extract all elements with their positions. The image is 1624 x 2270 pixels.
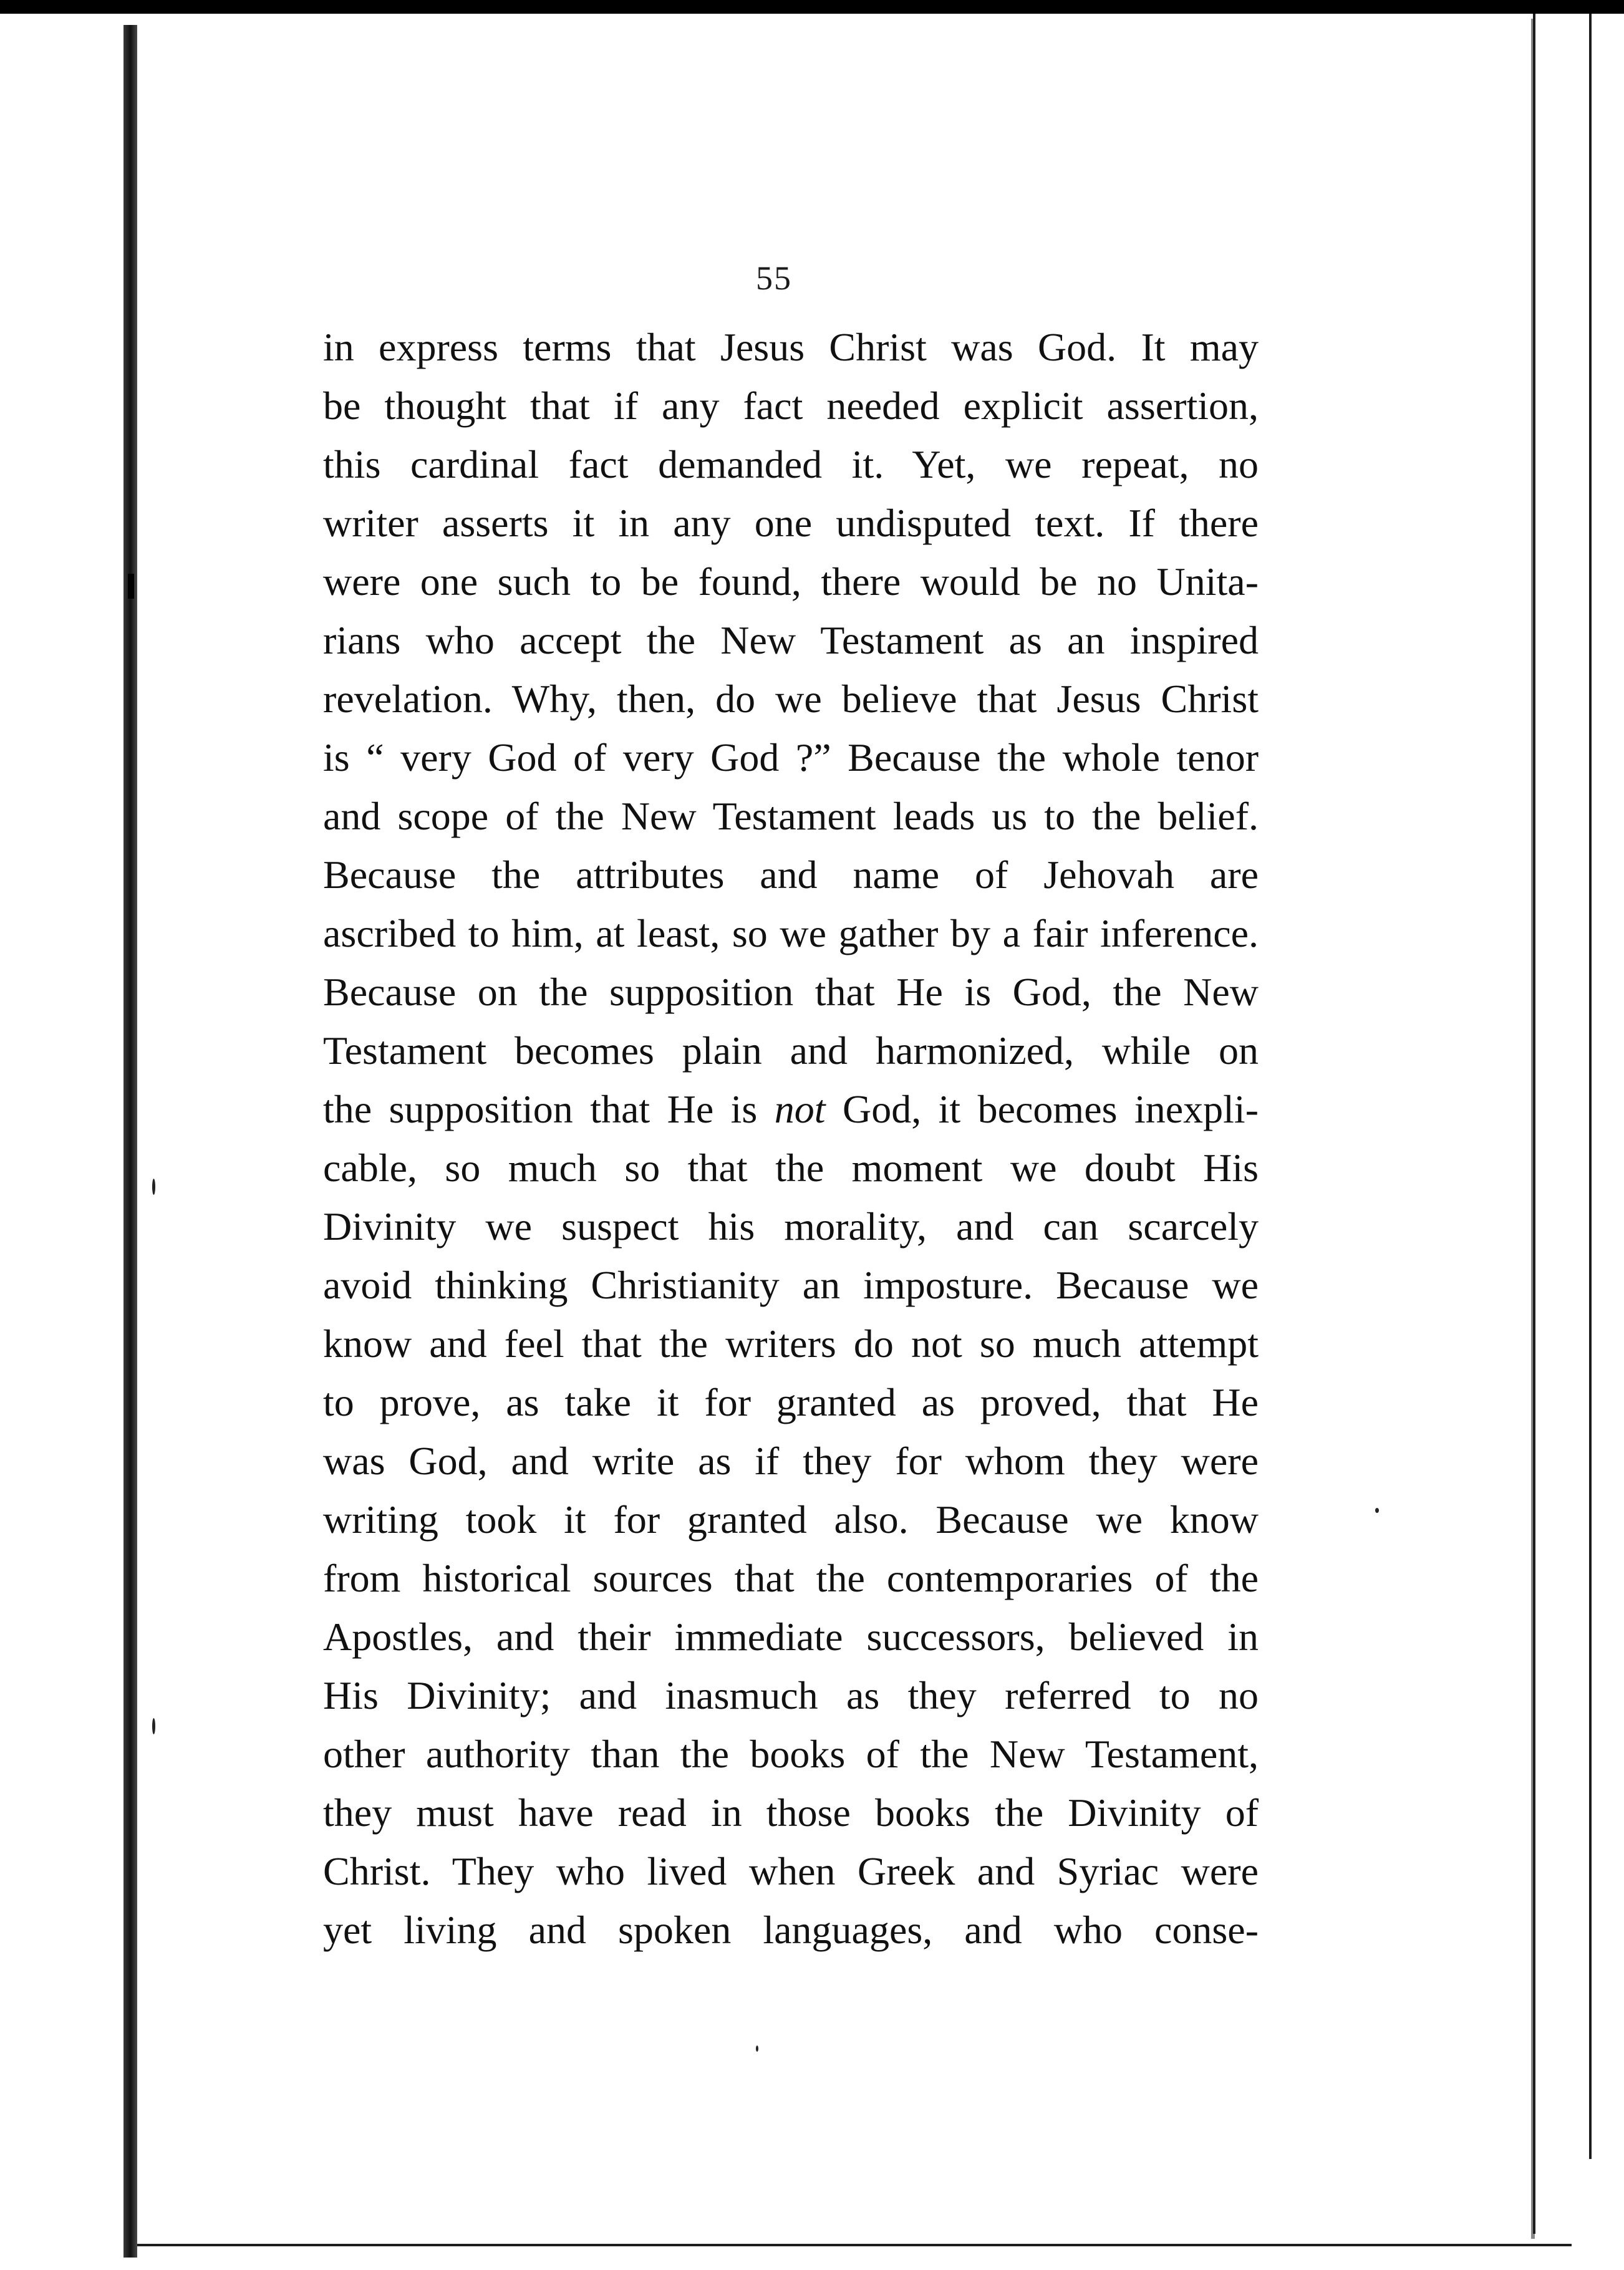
scan-speck [152,1179,155,1195]
text-span: God, it becomes inexpli- [825,1087,1259,1131]
text-line: ascribed to him, at least, so we gather by a fair inference. [323,911,1259,955]
page-right-edge [1533,14,1535,2234]
text-line: His Divinity; and inasmuch as they referred to no [323,1673,1259,1717]
scan-speck [756,2045,758,2052]
text-line: writer asserts it in any one undisputed text. If there [323,501,1259,545]
text-line: were one such to be found, there would be no Unita- [323,559,1259,604]
text-line: to prove, as take it for granted as proved, that He [323,1380,1259,1424]
text-line: and scope of the New Testament leads us to the belief. [323,794,1259,838]
text-line: avoid thinking Christianity an imposture. Because we [323,1263,1259,1307]
book-binding-shadow [123,25,137,2258]
text-line: be thought that if any fact needed explicit assertion, [323,384,1259,428]
binding-mark [128,574,134,599]
page-number: 55 [756,259,792,297]
text-line: other authority than the books of the New Testament, [323,1732,1259,1776]
italic-word: not [774,1087,826,1131]
text-line: Because the attributes and name of Jehovah are [323,852,1259,897]
previous-page-edge [0,14,125,2270]
text-line: Testament becomes plain and harmonized, while on [323,1028,1259,1073]
text-span: the supposition that He is [323,1087,775,1131]
text-line: writing took it for granted also. Because we know [323,1497,1259,1542]
text-line: Because on the supposition that He is God, the New [323,970,1259,1014]
text-line: Christ. They who lived when Greek and Syriac were [323,1849,1259,1893]
text-line: they must have read in those books the Divinity of [323,1790,1259,1835]
text-line-with-italic [323,1089,1259,1129]
cover-right-edge [1589,14,1592,2159]
text-line: rians who accept the New Testament as an inspired [323,618,1259,662]
scan-top-edge [0,0,1624,14]
text-line: cable, so much so that the moment we doubt His [323,1146,1259,1190]
text-line: yet living and spoken languages, and who conse- [323,1908,1259,1952]
text-line: Divinity we suspect his morality, and can scarcely [323,1204,1259,1248]
text-line: this cardinal fact demanded it. Yet, we repeat, no [323,442,1259,486]
text-line: revelation. Why, then, do we believe that Jesus Christ [323,677,1259,721]
page-bottom-edge [137,2244,1572,2246]
text-line: know and feel that the writers do not so much attempt [323,1321,1259,1366]
text-line: Apostles, and their immediate successors, believed in [323,1615,1259,1659]
text-line: is “ very God of very God ?” Because the whole tenor [323,735,1259,780]
text-line: in express terms that Jesus Christ was God. It may [323,325,1259,369]
text-line: was God, and write as if they for whom they were [323,1439,1259,1483]
scan-speck [152,1718,155,1734]
scan-speck [1375,1508,1379,1513]
text-line: from historical sources that the contemporaries of the [323,1556,1259,1600]
